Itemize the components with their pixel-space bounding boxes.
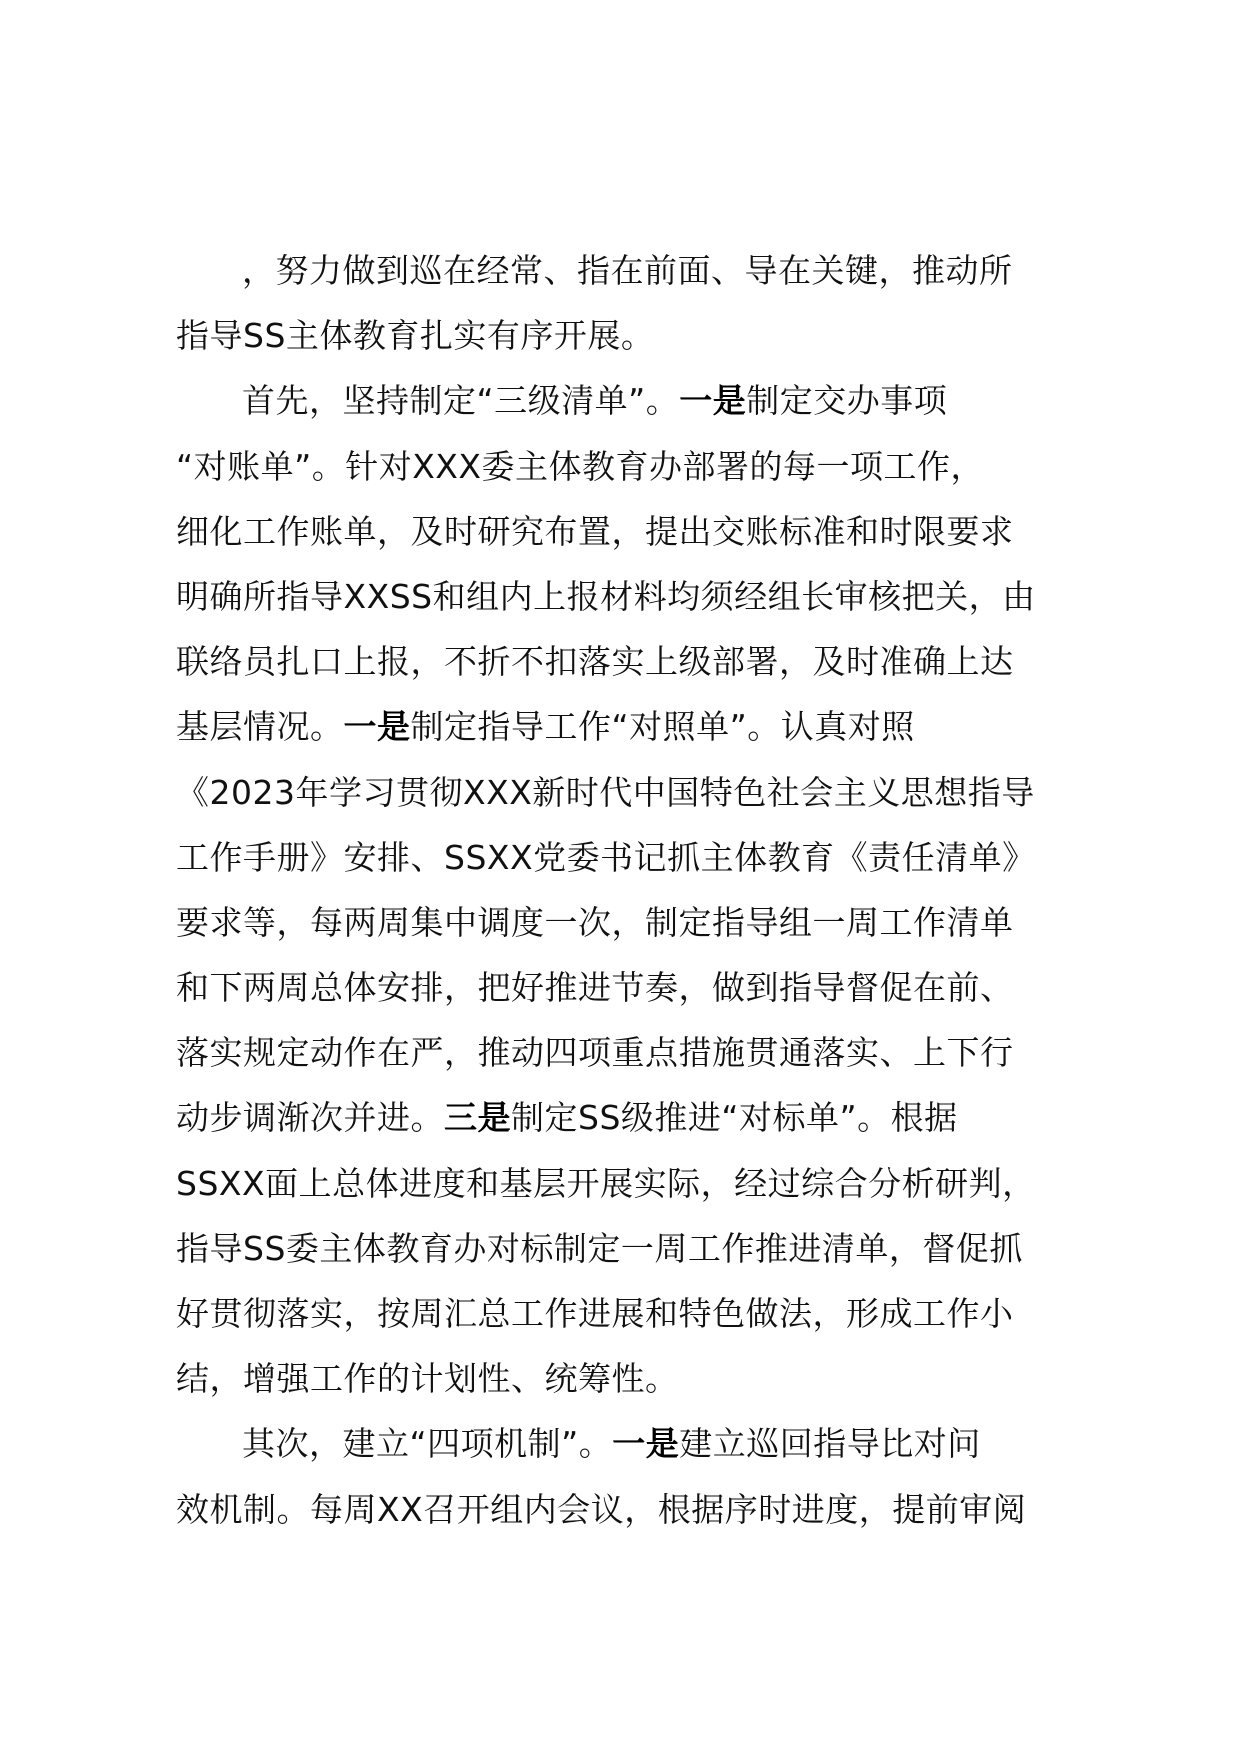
text-run: 首先，坚持制定“三级清单”。 — [242, 381, 680, 421]
text-line: 落实规定动作在严，推动四项重点措施贯通落实、上下行 — [176, 1033, 1014, 1073]
text-line — [176, 694, 1106, 759]
text-line — [176, 1085, 1106, 1150]
text-run: 其次，建立“四项机制”。 — [242, 1424, 613, 1464]
text-line: 指导SS委主体教育办对标制定一周工作推进清单，督促抓 — [176, 1228, 1023, 1268]
text-line: 结，增强工作的计划性、统筹性。 — [176, 1359, 679, 1399]
text-line: 好贯彻落实，按周汇总工作进展和特色做法，形成工作小 — [176, 1294, 1014, 1333]
text-line: 和下两周总体安排，把好推进节奏，做到指导督促在前、 — [176, 968, 1014, 1008]
text-line: SSXX面上总体进度和基层开展实际，经过综合分析研判， — [176, 1163, 1036, 1203]
text-line: 效机制。每周XX召开组内会议，根据序时进度，提前审阅 — [176, 1489, 1027, 1529]
text-run: 制定SS级推进“对标单”。根据 — [511, 1098, 958, 1138]
text-line: “对账单”。针对XXX委主体教育办部署的每一项工作， — [176, 446, 985, 486]
text-line: ，努力做到巡在经常、指在前面、导在关键，推动所 — [242, 251, 1013, 290]
text-line: 明确所指导XXSS和组内上报材料均须经组长审核把关，由 — [176, 576, 1036, 616]
bold-run: 一是 — [343, 707, 411, 747]
text-line — [176, 1411, 1106, 1476]
text-run: 建立巡回指导比对问 — [679, 1424, 981, 1464]
text-line: 细化工作账单，及时研究布置，提出交账标准和时限要求 — [176, 511, 1014, 551]
bold-run: 一是 — [612, 1424, 680, 1464]
text-run: 基层情况。 — [176, 707, 344, 747]
text-run: 动步调渐次并进。 — [176, 1098, 444, 1138]
bold-run: 三是 — [444, 1098, 511, 1138]
text-line — [176, 368, 1106, 433]
paragraph-3 — [176, 1411, 1106, 1541]
paragraph-1 — [176, 238, 1106, 368]
text-line: 工作手册》安排、SSXX党委书记抓主体教育《责任清单》 — [176, 837, 1036, 877]
text-line: 联络员扎口上报，不折不扣落实上级部署，及时准确上达 — [176, 642, 1014, 682]
text-line: 要求等，每两周集中调度一次，制定指导组一周工作清单 — [176, 902, 1014, 942]
text-line: 《2023年学习贯彻XXX新时代中国特色社会主义思想指导 — [176, 772, 1035, 812]
paragraph-2 — [176, 368, 1106, 1411]
text-run: 制定交办事项 — [746, 381, 948, 421]
bold-run: 一是 — [679, 381, 747, 421]
text-line: 指导SS主体教育扎实有序开展。 — [176, 316, 655, 356]
text-run: 制定指导工作“对照单”。认真对照 — [410, 707, 915, 747]
document-body — [176, 238, 1106, 1542]
